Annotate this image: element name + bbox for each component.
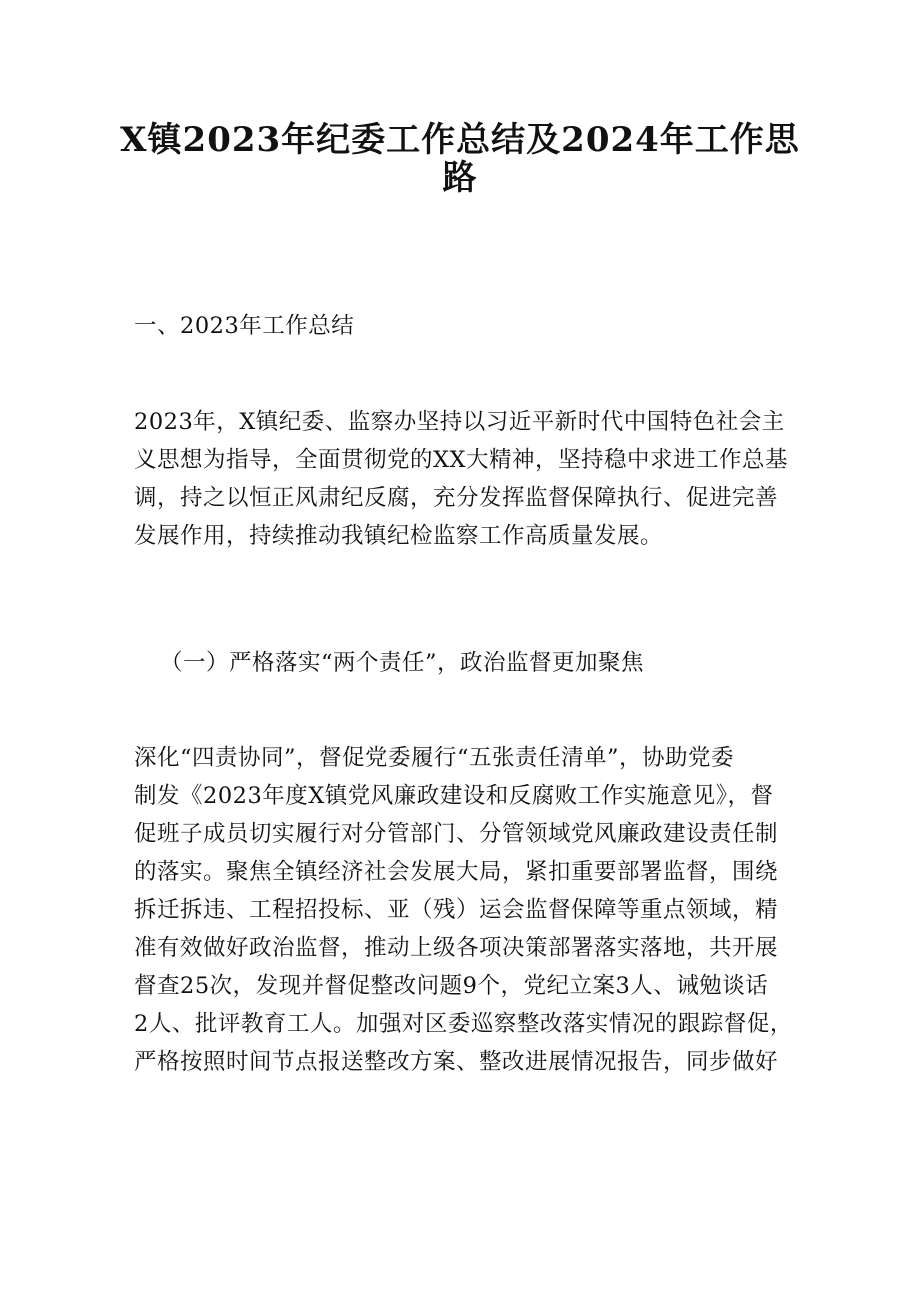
body-paragraph-line: 拆迁拆违、工程招投标、亚（残）运会监督保障等重点领域，精: [134, 897, 779, 923]
body-paragraph-line: 促班子成员切实履行对分管部门、分管领域党风廉政建设责任制: [134, 821, 779, 847]
body-paragraph-line: 2人、批评教育工人。加强对区委巡察整改落实情况的跟踪督促，: [134, 1011, 793, 1037]
document-title-line-1: X镇2023年纪委工作总结及2024年工作思: [120, 120, 800, 160]
intro-paragraph-line: 调，持之以恒正风肃纪反腐，充分发挥监督保障执行、促进完善: [134, 485, 779, 511]
intro-paragraph-line: 2023年，X镇纪委、监察办坚持以习近平新时代中国特色社会主: [134, 409, 785, 435]
subsection-heading: （一）严格落实“两个责任”，政治监督更加聚焦: [160, 650, 645, 676]
document-title-line-2: 路: [442, 158, 478, 198]
section-heading: 一、2023年工作总结: [134, 313, 355, 339]
body-paragraph-line: 深化“四责协同”，督促党委履行“五张责任清单”，协助党委: [134, 745, 735, 771]
body-paragraph-line: 的落实。聚焦全镇经济社会发展大局，紧扣重要部署监督，围绕: [134, 859, 779, 885]
intro-paragraph-line: 义思想为指导，全面贯彻党的XX大精神，坚持稳中求进工作总基: [134, 447, 789, 473]
intro-paragraph-line: 发展作用，持续推动我镇纪检监察工作高质量发展。: [134, 523, 664, 549]
body-paragraph-line: 严格按照时间节点报送整改方案、整改进展情况报告，同步做好: [134, 1049, 779, 1075]
body-paragraph-line: 督查25次，发现并督促整改问题9个，党纪立案3人、诫勉谈话: [134, 973, 769, 999]
body-paragraph-line: 制发《2023年度X镇党风廉政建设和反腐败工作实施意见》，督: [134, 783, 774, 809]
body-paragraph-line: 准有效做好政治监督，推动上级各项决策部署落实落地，共开展: [134, 935, 779, 961]
